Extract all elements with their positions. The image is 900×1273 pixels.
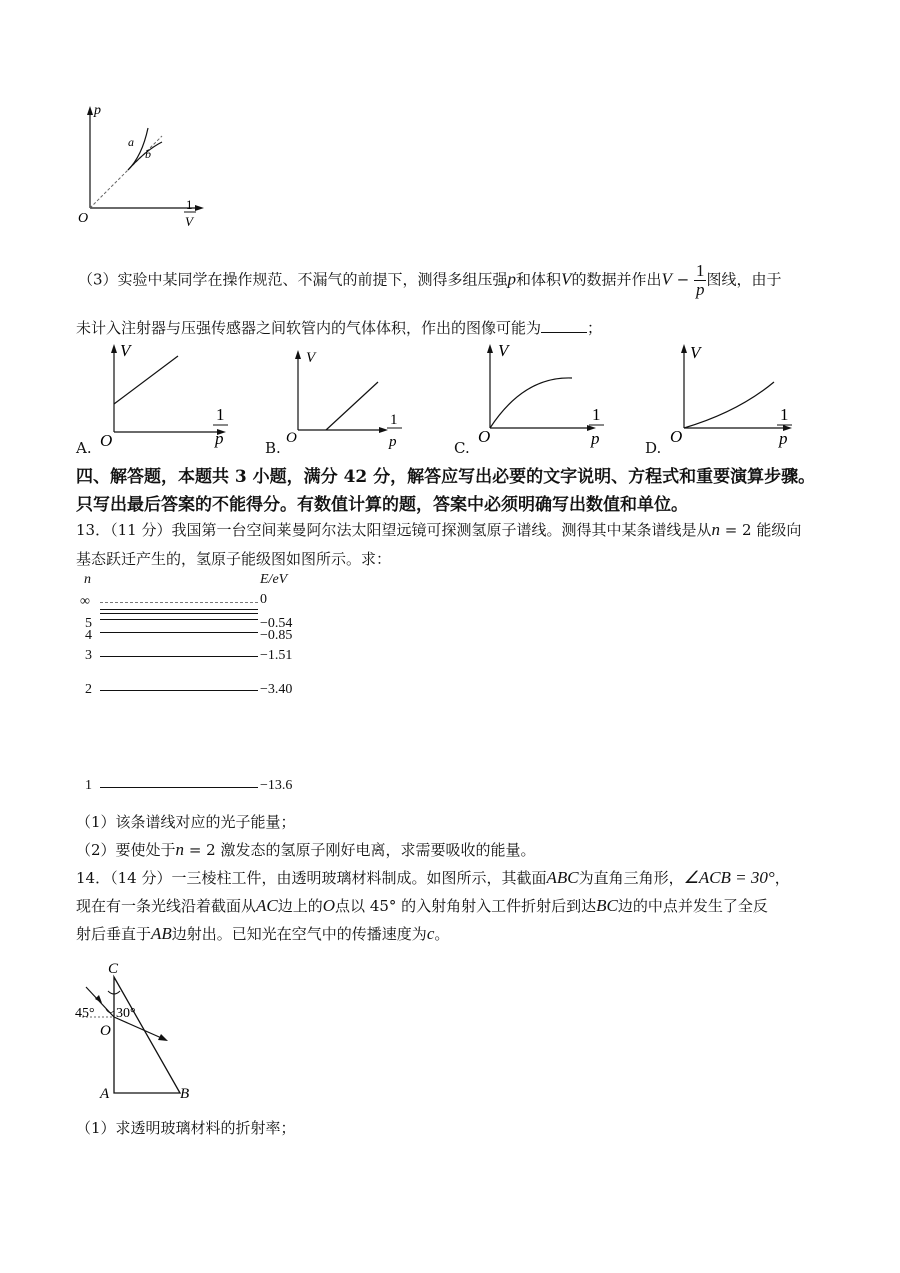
q3-fraction: $\frac{1}{p}$ — [695, 261, 705, 299]
option-d-label: D. — [645, 439, 662, 457]
n-header: n — [84, 572, 91, 587]
prism-angle-30: 30° — [116, 1006, 136, 1021]
level-n5-label: 5 — [85, 616, 92, 631]
option-a-x-den: p — [215, 429, 224, 448]
level-3-line — [100, 656, 258, 657]
pv-graph — [70, 98, 210, 233]
option-c-y-label: V — [498, 341, 509, 360]
q3-line1-d: 图线，由于 — [706, 270, 782, 289]
prism-label-b: B — [180, 1086, 190, 1100]
prism-label-c: C — [108, 961, 119, 977]
level-1-line — [100, 787, 258, 788]
level-5-energy: −0.54 — [260, 616, 293, 631]
pv-y-label: p — [94, 103, 101, 118]
q14-line3: 射后垂直于AB边射出。已知光在空气中的传播速度为c。 — [76, 924, 450, 943]
level-4-energy: −0.85 — [260, 628, 293, 643]
level-4-line — [100, 632, 258, 633]
prism-figure — [72, 955, 212, 1100]
pv-curve-b: b — [145, 147, 151, 161]
level-extra-line-2 — [100, 613, 258, 614]
option-c-x-num: 1 — [592, 405, 601, 424]
level-n4-label: 4 — [85, 628, 92, 643]
e-header: E/eV — [260, 572, 288, 587]
pv-x-den: V — [185, 214, 193, 229]
energy-level-diagram — [80, 570, 320, 800]
option-a-x-num: 1 — [216, 405, 225, 424]
option-c-origin: O — [478, 427, 491, 446]
q3-minus: − — [671, 270, 694, 289]
level-inf-energy: 0 — [260, 592, 267, 607]
option-d-x-num: 1 — [780, 405, 789, 424]
option-a-label: A. — [76, 439, 92, 457]
level-extra-line-1 — [100, 609, 258, 610]
q13-sub1: （1）该条谱线对应的光子能量； — [76, 813, 296, 831]
option-a-y-label: V — [120, 341, 131, 360]
option-b-x-den: p — [389, 434, 397, 450]
answer-blank — [541, 318, 587, 333]
level-3-energy: −1.51 — [260, 648, 293, 663]
q3-v2: V — [661, 269, 672, 289]
option-d-y-label: V — [690, 343, 701, 362]
option-b-graph — [282, 342, 412, 458]
pv-origin: O — [78, 211, 89, 226]
option-b-x-num: 1 — [390, 412, 398, 428]
option-b-y-label: V — [306, 350, 316, 366]
q3-line1 — [78, 262, 781, 299]
prism-angle-45: 45° — [75, 1006, 95, 1021]
option-b-label: B. — [265, 439, 281, 457]
level-inf-line — [100, 602, 258, 603]
q14-line1: 14．（14 分）一三棱柱工件，由透明玻璃材料制成。如图所示，其截面ABC为直角三角形，∠ACB = 30°， — [76, 868, 790, 887]
level-5-line — [100, 619, 258, 620]
option-a-origin: O — [100, 431, 113, 450]
q3-line2: 未计入注射器与压强传感器之间软管内的气体体积，作出的图像可能为 ； — [76, 319, 603, 337]
q3-line1-a: （3）实验中某同学在操作规范、不漏气的前提下，测得多组压强 — [78, 270, 508, 289]
pv-x-num: 1 — [186, 197, 193, 212]
q13-line1: 13．（11 分）我国第一台空间莱曼阿尔法太阳望远镜可探测氢原子谱线。测得其中某条谱线是从n = 2 能级向 — [76, 520, 802, 539]
prism-label-o: O — [100, 1023, 111, 1039]
section-4-line2: 只写出最后答案的不能得分。有数值计算的题，答案中必须明确写出数值和单位。 — [76, 495, 688, 515]
q3-v: V — [561, 269, 572, 289]
level-2-energy: −3.40 — [260, 682, 293, 697]
level-1-energy: −13.6 — [260, 778, 293, 793]
level-2-line — [100, 690, 258, 691]
option-a-graph — [96, 336, 246, 456]
level-n3-label: 3 — [85, 648, 92, 663]
q3-line1-c: 的数据并作出 — [571, 270, 662, 289]
option-b-origin: O — [286, 430, 297, 446]
option-d-origin: O — [670, 427, 683, 446]
level-n-inf-label: ∞ — [80, 594, 90, 609]
q14-line2: 现在有一条光线沿着截面从AC边上的O点以 45° 的入射角射入工件折射后到达BC边的中点并发生了全反 — [76, 896, 768, 915]
q3-line1-b: 和体积 — [516, 270, 562, 289]
prism-label-a: A — [100, 1086, 110, 1100]
q14-sub1: （1）求透明玻璃材料的折射率； — [76, 1119, 296, 1137]
option-c-graph — [474, 336, 614, 456]
option-c-x-den: p — [591, 429, 600, 448]
q3-p: p — [507, 269, 517, 289]
option-d-x-den: p — [779, 429, 788, 448]
q13-line2: 基态跃迁产生的，氢原子能级图如图所示。求： — [76, 550, 392, 568]
level-n1-label: 1 — [85, 778, 92, 793]
option-d-graph — [668, 336, 818, 456]
pv-curve-a: a — [128, 135, 134, 149]
level-n2-label: 2 — [85, 682, 92, 697]
option-c-label: C. — [454, 439, 470, 457]
section-4-line1: 四、解答题，本题共 3 小题，满分 42 分，解答应写出必要的文字说明、方程式和重要演算步骤。 — [76, 467, 816, 487]
q13-sub2: （2）要使处于n = 2 激发态的氢原子刚好电离，求需要吸收的能量。 — [76, 840, 536, 859]
